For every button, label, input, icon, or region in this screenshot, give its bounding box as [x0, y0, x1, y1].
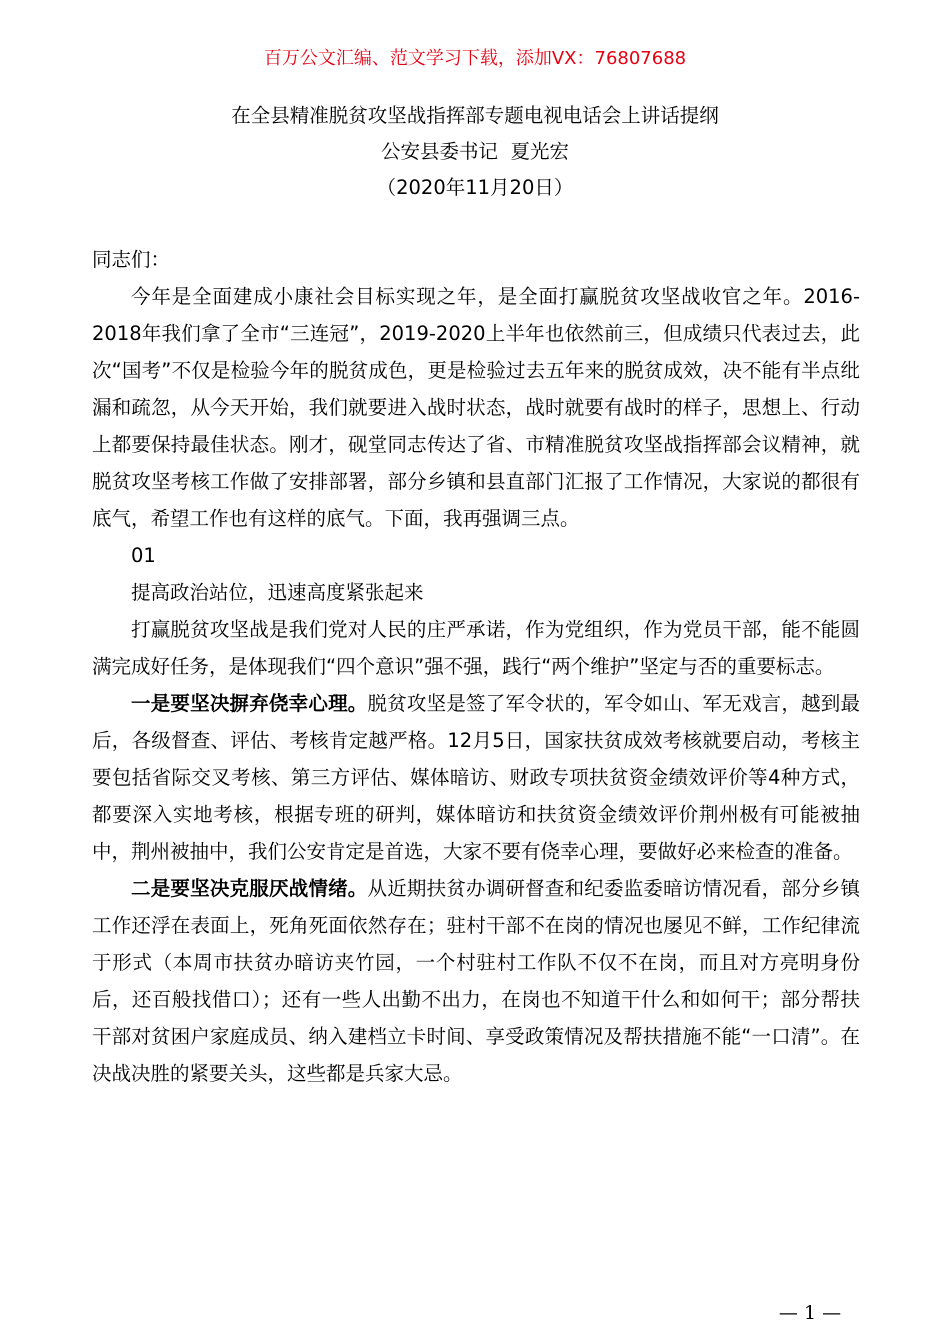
point-two-text: 从近期扶贫办调研督查和纪委监委暗访情况看，部分乡镇工作还浮在表面上，死角死面依然存在；驻村干部不在岗的情况也屡见不鲜，工作纪律流于形式（本周市扶贫办暗访夹竹园，一个村驻村工作队不仅不在岗，而且对方亮明身份后，还百般找借口）；还有一些人出勤不出力，在岗也不知道干什么和如何干；部分帮扶干部对贫困户家庭成员、纳入建档立卡时间、享受政策情况及帮扶措施不能“一口清”。在决战决胜的紧要关头，这些都是兵家大忌。 [92, 877, 860, 1085]
point-one-paragraph [92, 685, 860, 870]
point-one-text: 脱贫攻坚是签了军令状的，军令如山、军无戏言，越到最后，各级督查、评估、考核肯定越严格。12月5日，国家扶贫成效考核就要启动，考核主要包括省际交叉考核、第三方评估、媒体暗访、财政专项扶贫资金绩效评价等4种方式，都要深入实地考核，根据专班的研判，媒体暗访和扶贫资金绩效评价荆州极有可能被抽中，荆州被抽中，我们公安肯定是首选，大家不要有侥幸心理，要做好必来检查的准备。 [92, 692, 860, 863]
point-two-heading: 二是要坚决克服厌战情绪。 [131, 877, 368, 900]
section-intro-paragraph: 打赢脱贫攻坚战是我们党对人民的庄严承诺，作为党组织，作为党员干部，能不能圆满完成好任务，是体现我们“四个意识”强不强，践行“两个维护”坚定与否的重要标志。 [92, 618, 860, 678]
page-number: — 1 — [778, 1302, 842, 1324]
document-date: （2020年11月20日） [376, 176, 574, 199]
document-author: 公安县委书记 夏光宏 [381, 140, 569, 163]
point-two-paragraph [92, 870, 860, 1092]
document-header [0, 98, 950, 206]
salutation: 同志们： [92, 248, 171, 271]
point-one-heading: 一是要坚决摒弃侥幸心理。 [131, 692, 368, 715]
document-title: 在全县精准脱贫攻坚战指挥部专题电视电话会上讲话提纲 [231, 104, 719, 127]
document-body [92, 241, 860, 1092]
section-number: 01 [131, 544, 156, 567]
section-title: 提高政治站位，迅速高度紧张起来 [131, 581, 424, 604]
intro-paragraph: 今年是全面建成小康社会目标实现之年，是全面打赢脱贫攻坚战收官之年。2016-2018年我们拿了全市“三连冠”，2019-2020上半年也依然前三，但成绩只代表过去，此次“国考”不仅是检验今年的脱贫成色，更是检验过去五年来的脱贫成效，决不能有半点纰漏和疏忽，从今天开始，我们就要进入战时状态，战时就要有战时的样子，思想上、行动上都要保持最佳状态。刚才，砚堂同志传达了省、市精准脱贫攻坚战指挥部会议精神，就脱贫攻坚考核工作做了安排部署，部分乡镇和县直部门汇报了工作情况，大家说的都很有底气，希望工作也有这样的底气。下面，我再强调三点。 [92, 285, 860, 530]
promo-banner: 百万公文汇编、范文学习下载，添加VX：76807688 [263, 48, 687, 69]
